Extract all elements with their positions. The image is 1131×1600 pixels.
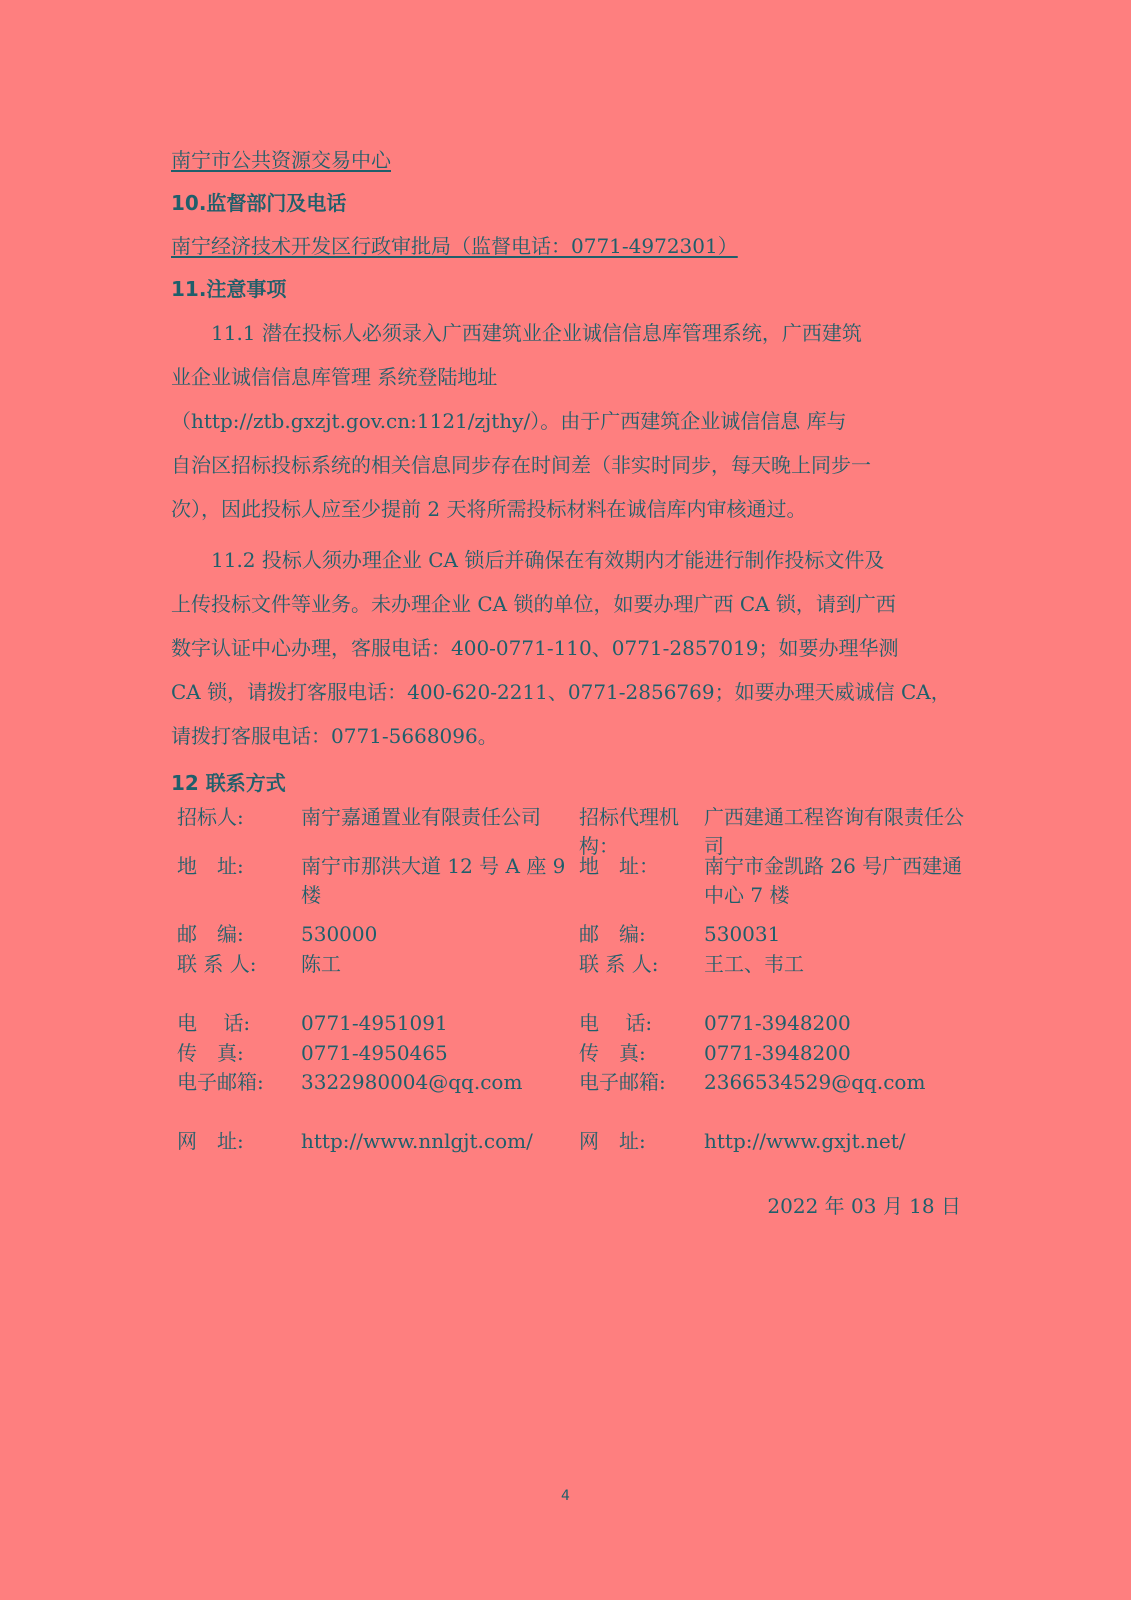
paragraph-line: 业企业诚信信息库管理 系统登陆地址 [171,365,498,389]
contact-label: 联 系 人: [579,952,659,976]
contact-label: 邮 编: [579,922,646,946]
contact-value: 530000 [301,922,378,946]
contact-label: 招标代理机构： [579,805,679,858]
contact-label: 电子邮箱: [579,1070,666,1094]
contact-value: 王工、韦工 [704,952,804,976]
paragraph-11-2 [171,538,961,758]
contact-label: 网 址: [177,1129,244,1153]
paragraph-line: （http://ztb.gxzjt.gov.cn:1121/zjthy/）。由于广西建筑企业诚信信息 库与 [171,409,847,433]
contact-row [177,803,967,858]
contact-row [177,1009,967,1039]
contact-label: 电子邮箱: [177,1070,264,1094]
section-11-heading: 11.注意事项 [171,277,287,301]
paragraph-line: 11.1 潜在投标人必须录入广西建筑业企业诚信信息库管理系统，广西建筑 [171,321,862,345]
section-12-heading: 12 联系方式 [171,771,286,795]
paragraph-line: 上传投标文件等业务。未办理企业 CA 锁的单位，如要办理广西 CA 锁，请到广西 [171,592,896,616]
contact-value: 0771-4950465 [301,1041,448,1065]
contact-value: 0771-3948200 [704,1041,851,1065]
contact-label: 传 真: [579,1041,646,1065]
contact-label: 电 话: [579,1011,653,1035]
contact-row [177,1039,967,1068]
contact-value: http://www.gxjt.net/ [704,1129,906,1153]
contact-row [177,920,967,950]
document-date: 2022 年 03 月 18 日 [767,1194,961,1218]
venue-text: 南宁市公共资源交易中心 [171,148,391,172]
paragraph-line: 数字认证中心办理，客服电话：400-0771-110、0771-2857019；如要办理华测 [171,636,899,660]
contact-value: 0771-3948200 [704,1011,851,1035]
contact-value: 陈工 [301,952,341,976]
contact-label: 电 话: [177,1011,251,1035]
contact-label: 网 址: [579,1129,646,1153]
contact-label: 地 址: [177,854,244,878]
contact-value: 南宁嘉通置业有限责任公司 [301,805,541,829]
contact-row [177,1127,967,1157]
contact-value: 南宁市金凯路 26 号广西建通中心 7 楼 [704,854,963,907]
contacts-table [177,803,967,1157]
page-number: 4 [561,1488,570,1504]
supervisor-text: 南宁经济技术开发区行政审批局（监督电话：0771-4972301） [171,234,738,258]
contact-label: 联 系 人: [177,952,257,976]
contact-value: 3322980004@qq.com [301,1070,523,1094]
contact-value: 南宁市那洪大道 12 号 A 座 9 楼 [301,854,566,907]
contact-label: 邮 编: [177,922,244,946]
contact-label: 传 真: [177,1041,244,1065]
contact-value: 0771-4951091 [301,1011,448,1035]
paragraph-line: 次），因此投标人应至少提前 2 天将所需投标材料在诚信库内审核通过。 [171,497,807,521]
contact-row [177,950,967,1009]
contact-label: 招标人: [177,805,244,829]
contact-row [177,1068,967,1127]
contact-value: http://www.nnlgjt.com/ [301,1129,533,1153]
paragraph-line: CA 锁，请拨打客服电话：400-620-2211、0771-2856769；如要办理天威诚信 CA， [171,680,951,704]
paragraph-line: 自治区招标投标系统的相关信息同步存在时间差（非实时同步，每天晚上同步一 [171,453,871,477]
contact-value: 530031 [704,922,781,946]
paragraph-11-1 [171,311,961,531]
contact-label: 地 址： [579,854,659,878]
contact-value: 广西建通工程咨询有限责任公司 [704,805,964,858]
contact-row [177,852,967,920]
contact-value: 2366534529@qq.com [704,1070,926,1094]
paragraph-line: 11.2 投标人须办理企业 CA 锁后并确保在有效期内才能进行制作投标文件及 [171,548,885,572]
section-10-heading: 10.监督部门及电话 [171,191,347,215]
paragraph-line: 请拨打客服电话：0771-5668096。 [171,724,498,748]
